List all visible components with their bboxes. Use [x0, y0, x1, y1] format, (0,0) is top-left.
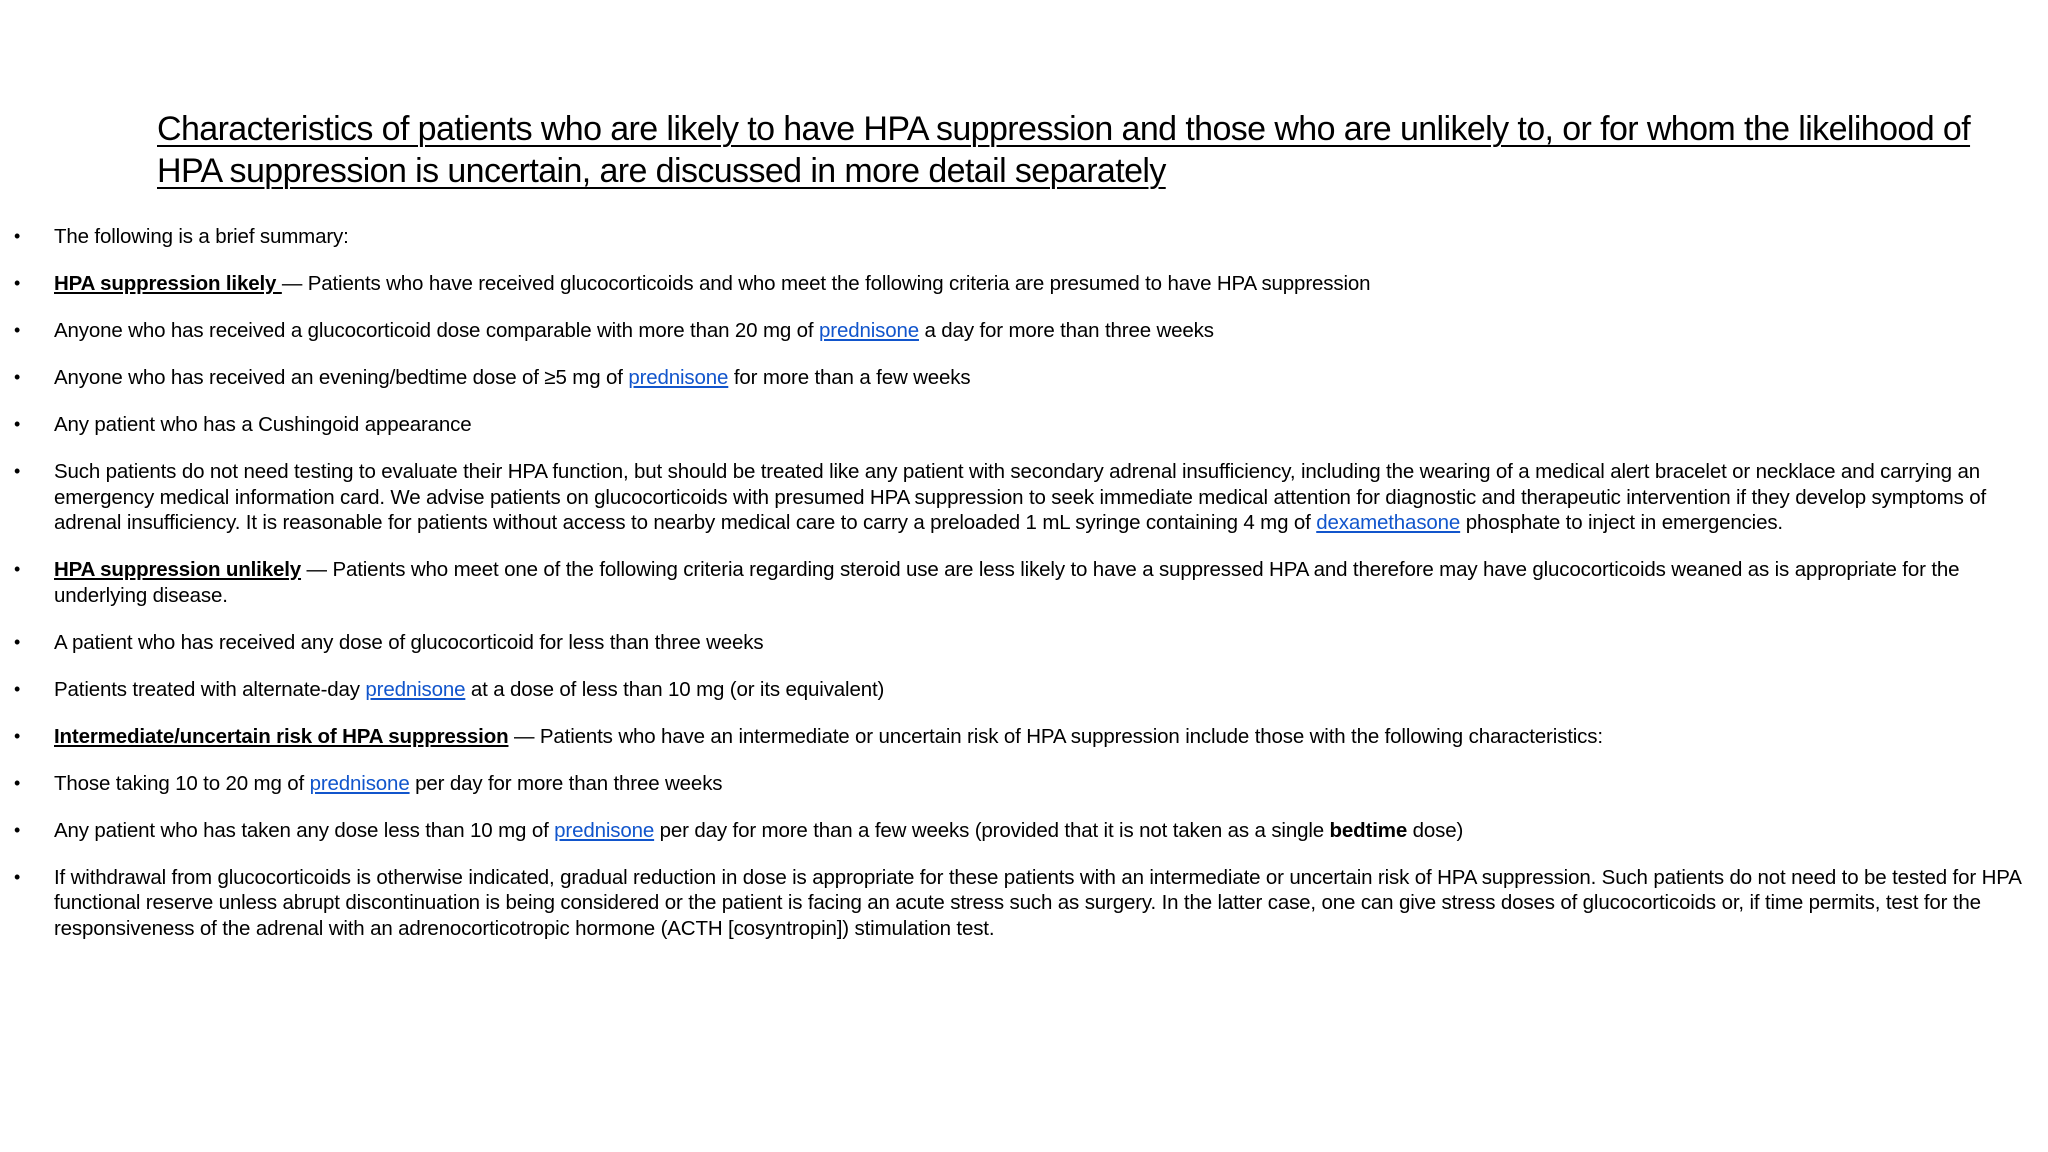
bullet-text: If withdrawal from glucocorticoids is otherwise indicated, gradual reduction in dose is appropriate for these patients with an intermediate or uncertain risk of HPA suppression. Such patients do not need to be tested for HPA functional reserve unless abrupt discontinuation is being considered or the patient is facing an acute stress such as surgery. In the latter case, one can give stress doses of glucocorticoids or, if time permits, test for the responsiveness of the adrenal with an adrenocorticotropic hormone (ACTH [cosyntropin]) stimulation test.	[54, 865, 2021, 940]
bullet-text: phosphate to inject in emergencies.	[1460, 511, 1783, 534]
bullet-icon: •	[14, 461, 21, 481]
bullet-item-less-10mg	[0, 818, 2048, 844]
bullet-icon: •	[14, 559, 21, 579]
bullet-text: at a dose of less than 10 mg (or its equivalent)	[465, 677, 885, 701]
bullet-icon: •	[14, 725, 21, 746]
bullet-item-withdrawal	[0, 865, 2048, 942]
bullet-item-alternate-day	[0, 677, 2048, 703]
prednisone-link[interactable]: prednisone	[554, 818, 655, 842]
bullet-text: The following is a brief summary:	[54, 225, 349, 248]
bullet-text: A patient who has received any dose of glucocorticoid for less than three weeks	[54, 630, 764, 654]
bullet-text: Any patient who has taken any dose less than 10 mg of	[54, 818, 555, 842]
bullet-text: Anyone who has received a glucocorticoid dose comparable with more than 20 mg of	[54, 319, 820, 342]
bullet-icon: •	[14, 414, 21, 434]
bullet-text: Such patients do not need testing to evaluate their HPA function, but should be treated like any patient with secondary adrenal insufficiency, including the wearing of a medical alert bracelet or necklace and carrying an emergency medical information card. We advise patients on glucocorticoids with presumed HPA suppression to seek immediate medical attention for diagnostic and therapeutic intervention if they develop symptoms of adrenal insufficiency. It is reasonable for patients without access to nearby medical care to carry a preloaded 1 mL syringe containing 4 mg of	[54, 460, 1987, 534]
bullet-icon: •	[14, 631, 21, 652]
bullet-item-summary	[0, 224, 2048, 250]
bullet-text: a day for more than three weeks	[918, 319, 1214, 342]
section-heading-hpa-unlikely: HPA suppression unlikely	[54, 558, 302, 581]
bullet-list	[0, 224, 2048, 963]
bullet-item-bedtime-dose	[0, 365, 2048, 391]
prednisone-link[interactable]: prednisone	[309, 771, 410, 795]
bullet-item-hpa-likely	[0, 271, 2048, 297]
bullet-icon: •	[14, 367, 21, 387]
bullet-item-10-to-20mg	[0, 771, 2048, 797]
bullet-icon: •	[14, 772, 21, 793]
dexamethasone-link[interactable]: dexamethasone	[1316, 511, 1461, 534]
bullet-text: per day for more than a few weeks (provided that it is not taken as a single	[654, 818, 1330, 842]
bullet-text: Any patient who has a Cushingoid appearance	[54, 413, 472, 436]
bullet-text: Anyone who has received an evening/bedtime dose of ≥5 mg of	[54, 366, 629, 389]
bullet-bold-text: bedtime	[1329, 818, 1408, 842]
slide-title: Characteristics of patients who are likely to have HPA suppression and those who are unlikely to, or for whom the likelihood of HPA suppression is uncertain, are discussed in more detail separately	[157, 110, 1971, 190]
prednisone-link[interactable]: prednisone	[819, 319, 919, 342]
bullet-text: Patients treated with alternate-day	[54, 677, 366, 701]
bullet-icon: •	[14, 226, 21, 246]
prednisone-link[interactable]: prednisone	[365, 677, 466, 701]
bullet-text: dose)	[1407, 818, 1464, 842]
bullet-icon: •	[14, 678, 21, 699]
bullet-text: — Patients who have an intermediate or uncertain risk of HPA suppression include those with the following characteristics:	[508, 724, 1603, 748]
bullet-text: Those taking 10 to 20 mg of	[54, 771, 310, 795]
bullet-item-cushingoid	[0, 412, 2048, 438]
bullet-text: per day for more than three weeks	[409, 771, 723, 795]
bullet-icon: •	[14, 273, 21, 293]
bullet-item-hpa-unlikely	[0, 557, 2048, 608]
bullet-text: — Patients who meet one of the following criteria regarding steroid use are less likely to have a suppressed HPA and therefore may have glucocorticoids weaned as is appropriate for the underlying disease.	[54, 558, 1960, 607]
bullet-icon: •	[14, 320, 21, 340]
prednisone-link[interactable]: prednisone	[628, 366, 729, 389]
bullet-item-intermediate-risk	[0, 724, 2048, 750]
bullet-text: — Patients who have received glucocorticoids and who meet the following criteria are presumed to have HPA suppression	[281, 272, 1371, 295]
bullet-icon: •	[14, 819, 21, 840]
bullet-icon: •	[14, 866, 21, 887]
bullet-item-dose-20mg	[0, 318, 2048, 344]
bullet-text: for more than a few weeks	[728, 366, 971, 389]
section-heading-intermediate-risk: Intermediate/uncertain risk of HPA suppression	[54, 724, 509, 748]
bullet-item-no-testing	[0, 459, 2048, 536]
bullet-item-less-three-weeks	[0, 630, 2048, 656]
section-heading-hpa-likely: HPA suppression likely	[54, 272, 282, 295]
